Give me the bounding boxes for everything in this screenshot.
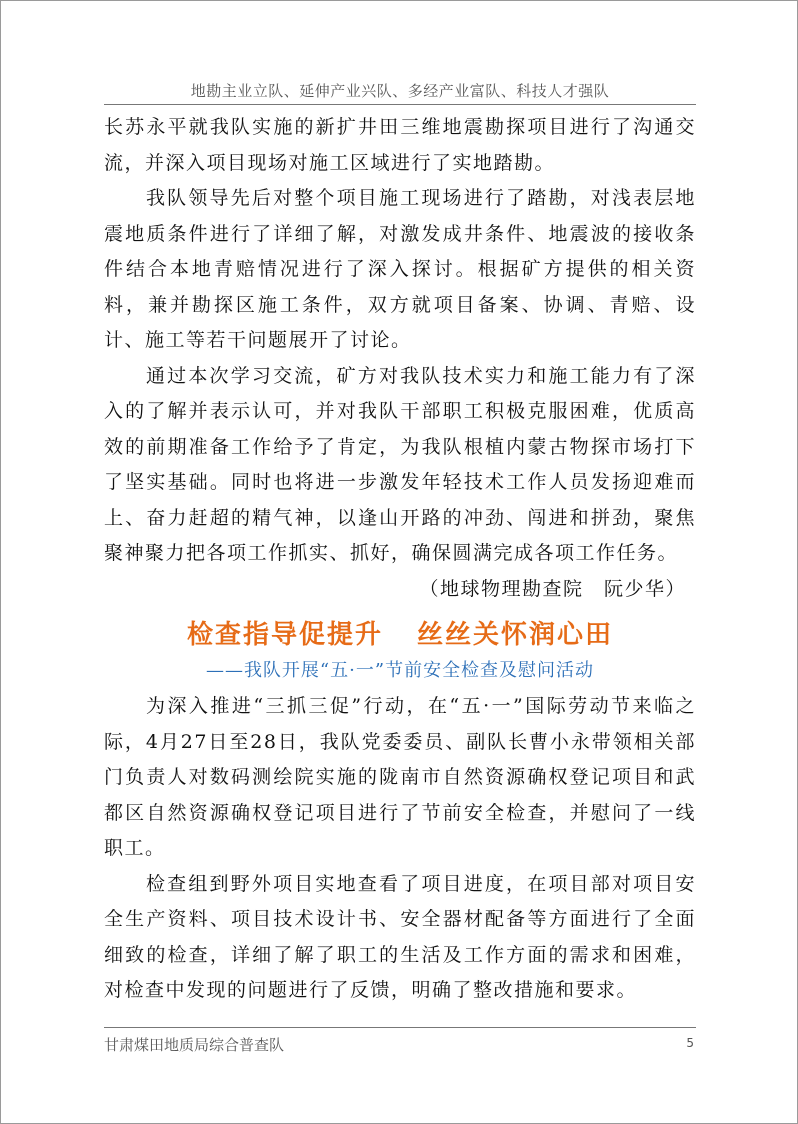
article2-headline-part1: 检查指导促提升 (186, 620, 383, 650)
article1-paragraph-3: 通过本次学习交流，矿方对我队技术实力和施工能力有了深入的了解并表示认可，并对我队干部职工积极克服困难，优质高效的前期准备工作给予了肯定，为我队根植内蒙古物探市场打下了坚实基础。同时也将进一步激发年轻技术工作人员发扬迎难而上、奋力赶超的精气神，以逢山开路的冲劲、闯进和拼劲，聚焦聚神聚力把各项工作抓实、抓好，确保圆满完成各项工作任务。 (104, 364, 696, 564)
article2-paragraph-2: 检查组到野外项目实地查看了项目进度，在项目部对项目安全生产资料、项目技术设计书、安全器材配备等方面进行了全面细致的检查，详细了解了职工的生活及工作方面的需求和困难，对检查中发现的问题进行了反馈，明确了整改措施和要求。 (104, 872, 696, 1001)
header-divider (104, 104, 696, 105)
article2-headline (104, 615, 696, 655)
article2-headline-part2: 丝丝关怀润心田 (417, 620, 614, 650)
page-number: 5 (686, 1036, 694, 1050)
article1-paragraph-2: 我队领导先后对整个项目施工现场进行了踏勘，对浅表层地震地质条件进行了详细了解，对激发成井条件、地震波的接收条件结合本地青赔情况进行了深入探讨。根据矿方提供的相关资料，兼并勘探区施工条件，双方就项目备案、协调、青赔、设计、施工等若干问题展开了讨论。 (104, 187, 696, 351)
article2-subheadline: ——我队开展“五·一”节前安全检查及慰问活动 (205, 660, 595, 681)
footer-organization: 甘肃煤田地质局综合普查队 (104, 1036, 285, 1054)
page-content (104, 110, 696, 1009)
article1-paragraph-1: 长苏永平就我队实施的新扩井田三维地震勘探项目进行了沟通交流，并深入项目现场对施工区域进行了实地踏勘。 (104, 116, 696, 174)
footer-divider (104, 1027, 696, 1028)
article2-paragraph-1: 为深入推进“三抓三促”行动，在“五·一”国际劳动节来临之际，4月27日至28日，我队党委委员、副队长曹小永带领相关部门负责人对数码测绘院实施的陇南市自然资源确权登记项目和武都区自然资源确权登记项目进行了节前安全检查，并慰问了一线职工。 (104, 695, 696, 859)
article1-signature: （地球物理勘查院 阮少华） (419, 577, 686, 600)
running-header: 地勘主业立队、延伸产业兴队、多经产业富队、科技人才强队 (190, 82, 610, 100)
